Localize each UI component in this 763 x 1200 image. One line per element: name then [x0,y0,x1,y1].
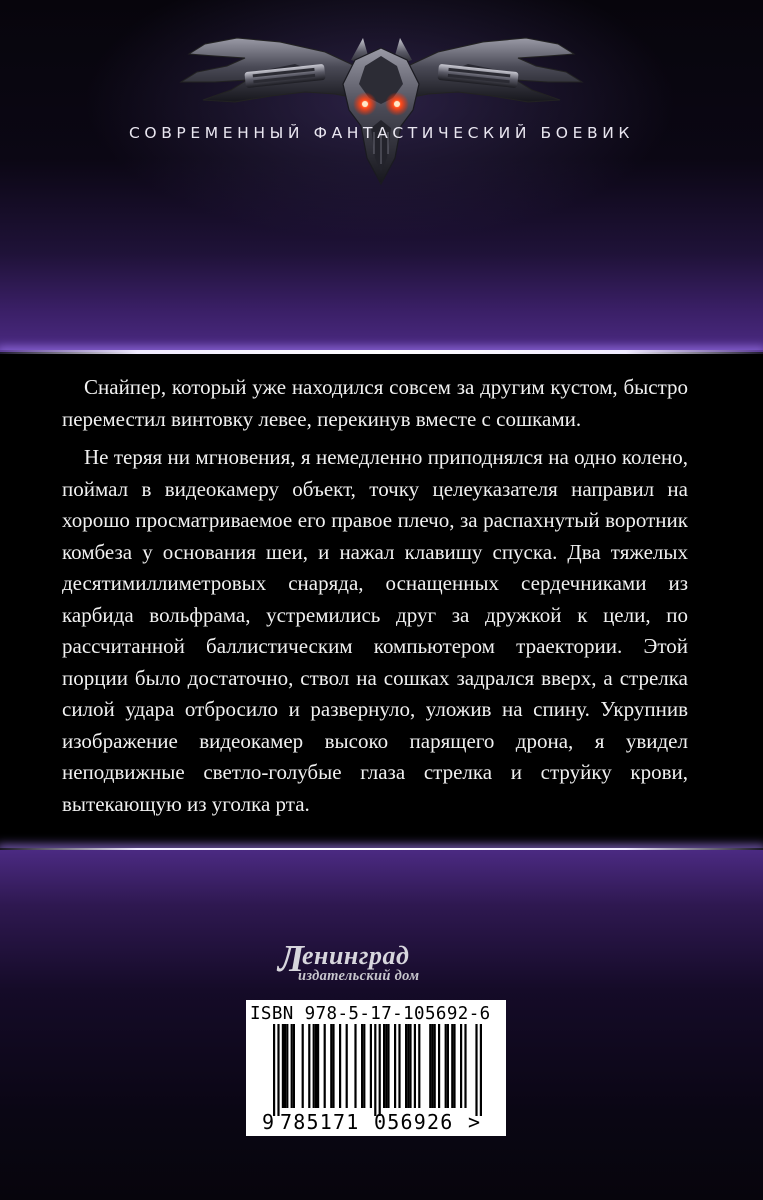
barcode-bar [409,1024,411,1108]
barcode-bar [453,1024,455,1108]
ean-quiet-zone-arrow: > [468,1110,481,1134]
barcode-bar [363,1024,365,1108]
ean-left-group: 785171 [280,1110,360,1134]
series-title: СОВРЕМЕННЫЙ ФАНТАСТИЧЕСКИЙ БОЕВИК [128,124,635,142]
barcode-bar [354,1024,356,1108]
publisher-subtitle: издательский дом [298,968,420,984]
blurb-text [62,372,688,827]
blurb-paragraph: Не теряя ни мгновения, я немедленно приподнялся на одно колено, поймал в видеокамеру объект, точку целеуказателя направил на хорошо просматриваемое его правое плечо, за распахнутый воротник комбеза у основания шеи, и нажал клавишу спуска. Два тяжелых десятимиллиметровых снаряда, оснащенных сердечниками из карбида вольфрама, устремились друг за дружкой к цели, по рассчитанной баллистическим компьютером траектории. Этой порции было достаточно, ствол на сошках задрался вверх, а стрелка силой удара отбросило и развернуло, уложив на спину. Укрупнив изображение видеокамер высоко парящего дрона, я увидел неподвижные светло-голубые глаза стрелка и струйку крови, вытекающую из уголка рта. [62,445,688,816]
barcode-bar [405,1024,407,1108]
barcode-bar [339,1024,341,1108]
barcode-bar [370,1024,372,1108]
barcode-bar [447,1024,449,1108]
barcode-bar [438,1024,440,1108]
barcode-bar [387,1024,389,1108]
barcode-bar [308,1024,310,1108]
publisher-logo [278,940,498,986]
top-purple-band [0,0,763,352]
publisher-initial: Л [278,938,305,980]
barcode-bar [291,1024,293,1108]
barcode-bar [277,1024,279,1116]
barcode-bar [383,1024,385,1108]
barcode-bar [286,1024,288,1108]
barcode-label [246,1000,506,1136]
barcode-bar [330,1024,332,1108]
barcode-bar [385,1024,387,1108]
barcode-bar [315,1024,317,1108]
barcode-bar [398,1024,400,1108]
ean-right-group: 056926 [374,1110,454,1134]
barcode-bar [361,1024,363,1108]
isbn-number: ISBN 978-5-17-105692-6 [250,1004,491,1024]
barcode-bar [431,1024,433,1108]
barcode-bar [480,1024,482,1116]
barcode-bar [282,1024,284,1108]
barcode-bar [394,1024,396,1108]
barcode-bar [407,1024,409,1108]
barcode-bar [317,1024,319,1108]
barcode-bar [418,1024,420,1108]
barcode-bar [313,1024,315,1108]
barcode-bar [284,1024,286,1108]
barcode-bar [346,1024,348,1108]
barcode-bar [293,1024,295,1108]
barcode-bar [445,1024,447,1108]
barcode-bar [460,1024,462,1108]
barcode-bar [302,1024,304,1108]
ean-digits [246,1110,506,1134]
barcode-bar [464,1024,466,1108]
barcode-bar [429,1024,431,1108]
barcode-bar [434,1024,436,1108]
barcode-bar [379,1024,381,1116]
mechanical-skull-emblem-icon [175,8,588,188]
blurb-paragraph: Снайпер, который уже находился совсем за другим кустом, быстро переместил винтовку левее, перекинув вместе с сошками. [62,375,688,431]
barcode-bar [475,1024,477,1116]
barcode-bar [374,1024,376,1116]
ean13-barcode-icon [246,1024,506,1116]
ean-first-digit: 9 [262,1110,275,1134]
publisher-name: енинград [302,941,410,970]
barcode-bar [332,1024,334,1108]
barcode-bar [324,1024,326,1108]
barcode-bar [451,1024,453,1108]
barcode-bar [414,1024,416,1108]
barcode-bar [273,1024,275,1116]
